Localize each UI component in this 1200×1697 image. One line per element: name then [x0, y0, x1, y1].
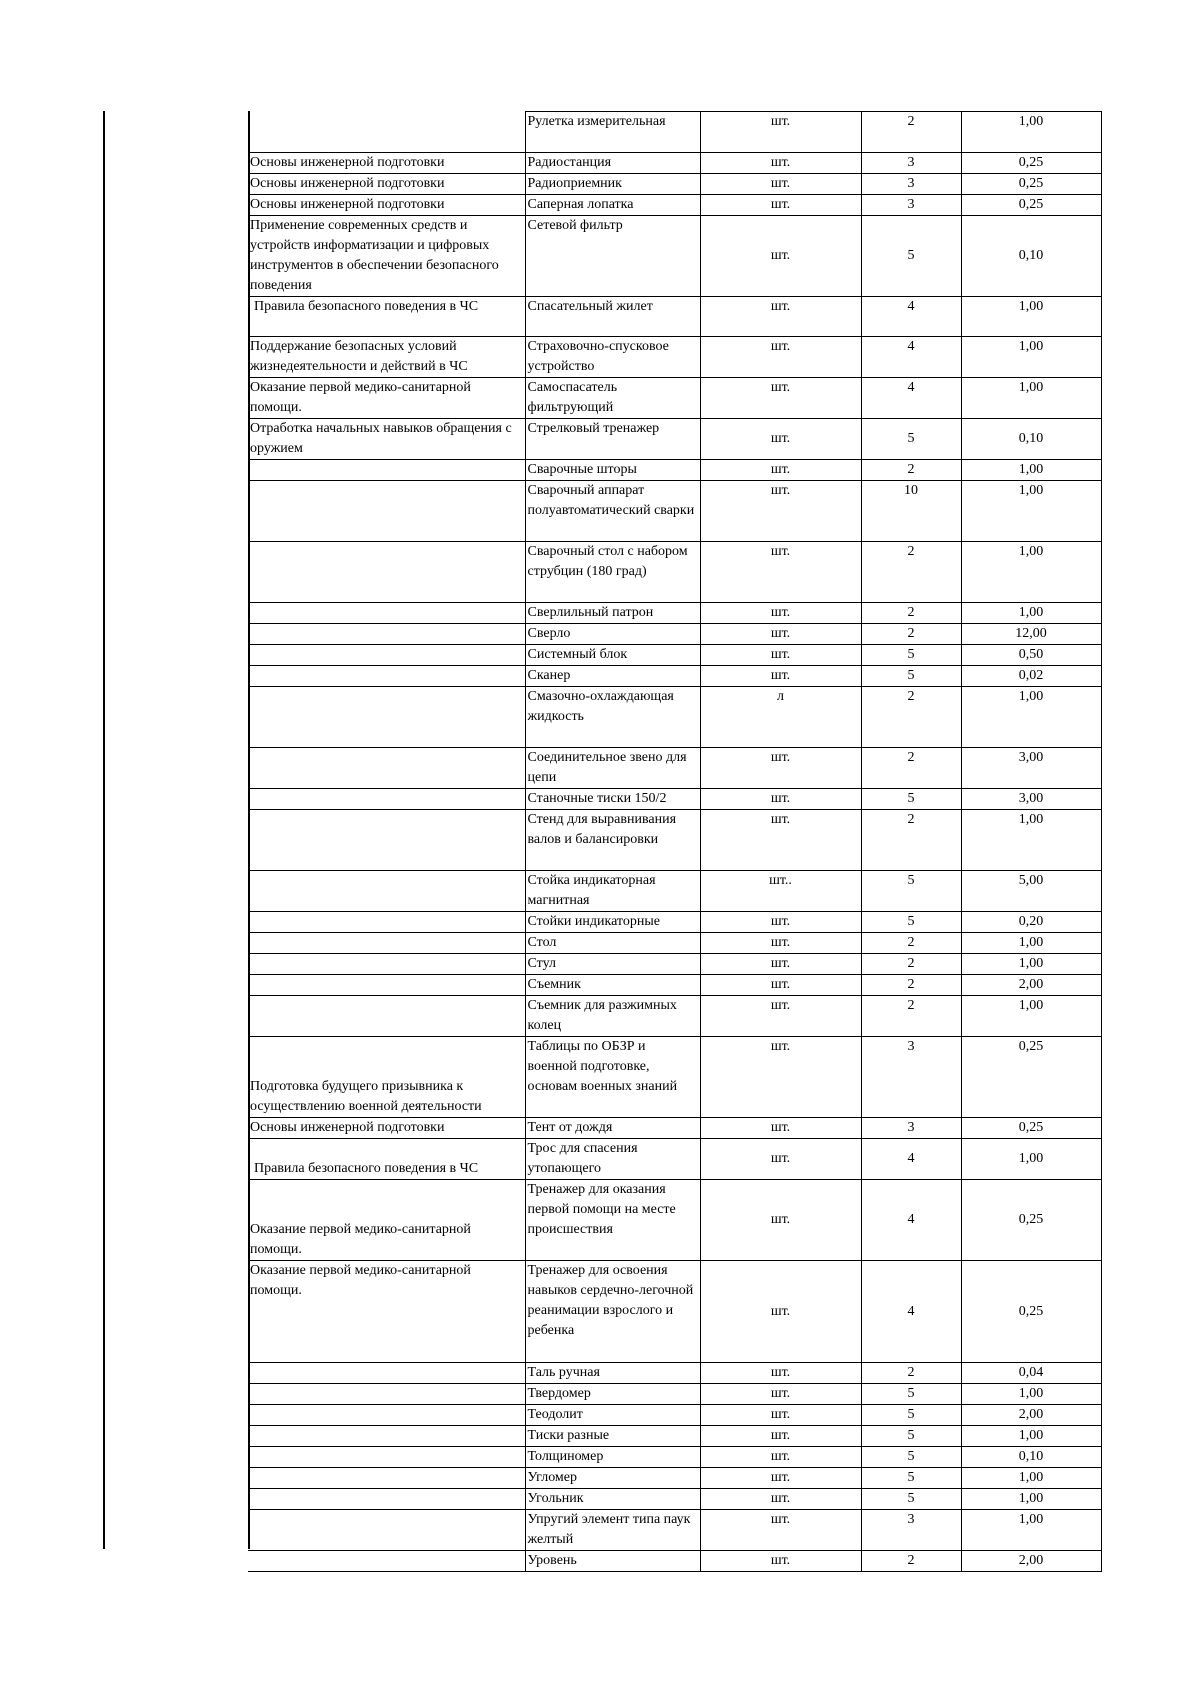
table-row [248, 174, 1101, 195]
quantity-cell: 4 [861, 1180, 961, 1261]
item-cell: Радиоприемник [525, 174, 700, 195]
topic-cell [248, 1551, 525, 1572]
table-row [248, 1405, 1101, 1426]
unit-cell: шт. [700, 297, 861, 337]
item-cell: Сварочный аппарат полуавтоматический сварки [525, 481, 700, 542]
norm-cell: 0,20 [961, 912, 1101, 933]
quantity-cell: 5 [861, 1405, 961, 1426]
left-margin-rule [103, 111, 105, 1549]
unit-cell: шт. [700, 1447, 861, 1468]
norm-cell: 0,10 [961, 1447, 1101, 1468]
norm-cell: 12,00 [961, 624, 1101, 645]
quantity-cell: 2 [861, 603, 961, 624]
table-row [248, 112, 1101, 153]
item-cell: Сверло [525, 624, 700, 645]
norm-cell: 0,25 [961, 153, 1101, 174]
table-row [248, 1510, 1101, 1551]
item-cell: Стойки индикаторные [525, 912, 700, 933]
table-row [248, 789, 1101, 810]
quantity-cell: 5 [861, 666, 961, 687]
item-cell: Стенд для выравнивания валов и балансировки [525, 810, 700, 871]
topic-cell: Правила безопасного поведения в ЧС [248, 297, 525, 337]
unit-cell: шт. [700, 975, 861, 996]
quantity-cell: 5 [861, 871, 961, 912]
norm-cell: 0,25 [961, 1037, 1101, 1118]
topic-cell [248, 912, 525, 933]
topic-cell: Поддержание безопасных условий жизнедеятельности и действий в ЧС [248, 337, 525, 378]
item-cell: Трос для спасения утопающего [525, 1139, 700, 1180]
unit-cell: шт. [700, 153, 861, 174]
table-row [248, 1363, 1101, 1384]
table-row [248, 1468, 1101, 1489]
topic-cell: Подготовка будущего призывника к осуществлению военной деятельности [248, 1037, 525, 1118]
item-cell: Таль ручная [525, 1363, 700, 1384]
quantity-cell: 5 [861, 419, 961, 460]
table-row [248, 645, 1101, 666]
norm-cell: 1,00 [961, 542, 1101, 603]
equipment-table [248, 111, 1102, 1572]
norm-cell: 2,00 [961, 1405, 1101, 1426]
unit-cell: шт. [700, 912, 861, 933]
norm-cell: 1,00 [961, 954, 1101, 975]
norm-cell: 3,00 [961, 789, 1101, 810]
table-row [248, 603, 1101, 624]
unit-cell: шт. [700, 1180, 861, 1261]
quantity-cell: 5 [861, 1426, 961, 1447]
table-row [248, 666, 1101, 687]
norm-cell: 0,04 [961, 1363, 1101, 1384]
unit-cell: шт. [700, 542, 861, 603]
topic-cell [248, 1468, 525, 1489]
unit-cell: шт. [700, 1384, 861, 1405]
norm-cell: 1,00 [961, 481, 1101, 542]
quantity-cell: 2 [861, 687, 961, 748]
item-cell: Упругий элемент типа паук желтый [525, 1510, 700, 1551]
table-row [248, 1261, 1101, 1363]
item-cell: Самоспасатель фильтрующий [525, 378, 700, 419]
quantity-cell: 3 [861, 1037, 961, 1118]
unit-cell: шт. [700, 996, 861, 1037]
topic-cell [248, 954, 525, 975]
quantity-cell: 4 [861, 297, 961, 337]
unit-cell: шт. [700, 419, 861, 460]
norm-cell: 1,00 [961, 1468, 1101, 1489]
item-cell: Сверлильный патрон [525, 603, 700, 624]
quantity-cell: 5 [861, 216, 961, 297]
quantity-cell: 4 [861, 1261, 961, 1363]
topic-cell: Основы инженерной подготовки [248, 195, 525, 216]
norm-cell: 2,00 [961, 1551, 1101, 1572]
unit-cell: шт. [700, 174, 861, 195]
topic-cell [248, 645, 525, 666]
topic-cell [248, 603, 525, 624]
quantity-cell: 5 [861, 645, 961, 666]
topic-cell [248, 1510, 525, 1551]
item-cell: Смазочно-охлаждающая жидкость [525, 687, 700, 748]
table-row [248, 337, 1101, 378]
item-cell: Спасательный жилет [525, 297, 700, 337]
quantity-cell: 4 [861, 378, 961, 419]
topic-cell: Оказание первой медико-санитарной помощи. [248, 1180, 525, 1261]
quantity-cell: 3 [861, 195, 961, 216]
topic-cell: Отработка начальных навыков обращения с оружием [248, 419, 525, 460]
quantity-cell: 5 [861, 1384, 961, 1405]
norm-cell: 1,00 [961, 687, 1101, 748]
table-row [248, 624, 1101, 645]
item-cell: Станочные тиски 150/2 [525, 789, 700, 810]
quantity-cell: 2 [861, 112, 961, 153]
topic-cell [248, 460, 525, 481]
topic-cell [248, 810, 525, 871]
table-row [248, 996, 1101, 1037]
table-row [248, 1551, 1101, 1572]
table-row [248, 1118, 1101, 1139]
item-cell: Тренажер для освоения навыков сердечно-легочной реанимации взрослого и ребенка [525, 1261, 700, 1363]
unit-cell: шт. [700, 1426, 861, 1447]
unit-cell: шт. [700, 481, 861, 542]
norm-cell: 0,10 [961, 419, 1101, 460]
item-cell: Соединительное звено для цепи [525, 748, 700, 789]
norm-cell: 0,25 [961, 174, 1101, 195]
table-row [248, 1384, 1101, 1405]
table-row [248, 216, 1101, 297]
unit-cell: шт. [700, 1037, 861, 1118]
norm-cell: 1,00 [961, 1139, 1101, 1180]
norm-cell: 1,00 [961, 933, 1101, 954]
norm-cell: 0,25 [961, 1118, 1101, 1139]
unit-cell: шт. [700, 337, 861, 378]
quantity-cell: 5 [861, 1489, 961, 1510]
table-row [248, 195, 1101, 216]
topic-cell [248, 666, 525, 687]
quantity-cell: 5 [861, 912, 961, 933]
quantity-cell: 5 [861, 1447, 961, 1468]
topic-cell [248, 1489, 525, 1510]
table-row [248, 933, 1101, 954]
item-cell: Сетевой фильтр [525, 216, 700, 297]
topic-cell: Оказание первой медико-санитарной помощи. [248, 378, 525, 419]
quantity-cell: 5 [861, 789, 961, 810]
table-row [248, 687, 1101, 748]
table-row [248, 481, 1101, 542]
unit-cell: шт. [700, 954, 861, 975]
topic-cell: Оказание первой медико-санитарной помощи. [248, 1261, 525, 1363]
topic-cell [248, 975, 525, 996]
unit-cell: шт.. [700, 871, 861, 912]
norm-cell: 5,00 [961, 871, 1101, 912]
norm-cell: 1,00 [961, 603, 1101, 624]
norm-cell: 1,00 [961, 996, 1101, 1037]
unit-cell: шт. [700, 1405, 861, 1426]
item-cell: Толщиномер [525, 1447, 700, 1468]
topic-cell [248, 789, 525, 810]
item-cell: Твердомер [525, 1384, 700, 1405]
item-cell: Сканер [525, 666, 700, 687]
unit-cell: шт. [700, 1489, 861, 1510]
topic-cell [248, 1405, 525, 1426]
topic-cell [248, 933, 525, 954]
topic-cell: Правила безопасного поведения в ЧС [248, 1139, 525, 1180]
item-cell: Страховочно-спусковое устройство [525, 337, 700, 378]
unit-cell: шт. [700, 1118, 861, 1139]
topic-cell: Основы инженерной подготовки [248, 174, 525, 195]
item-cell: Тренажер для оказания первой помощи на месте происшествия [525, 1180, 700, 1261]
norm-cell: 3,00 [961, 748, 1101, 789]
quantity-cell: 3 [861, 1510, 961, 1551]
table-row [248, 378, 1101, 419]
item-cell: Сварочные шторы [525, 460, 700, 481]
item-cell: Системный блок [525, 645, 700, 666]
norm-cell: 1,00 [961, 810, 1101, 871]
quantity-cell: 2 [861, 1363, 961, 1384]
unit-cell: шт. [700, 810, 861, 871]
item-cell: Теодолит [525, 1405, 700, 1426]
norm-cell: 2,00 [961, 975, 1101, 996]
topic-cell [248, 748, 525, 789]
quantity-cell: 2 [861, 748, 961, 789]
norm-cell: 1,00 [961, 297, 1101, 337]
unit-cell: шт. [700, 1261, 861, 1363]
table-row [248, 748, 1101, 789]
table-row [248, 912, 1101, 933]
quantity-cell: 4 [861, 1139, 961, 1180]
item-cell: Стол [525, 933, 700, 954]
norm-cell: 1,00 [961, 1426, 1101, 1447]
quantity-cell: 2 [861, 996, 961, 1037]
table-row [248, 871, 1101, 912]
unit-cell: шт. [700, 624, 861, 645]
unit-cell: шт. [700, 1551, 861, 1572]
item-cell: Стул [525, 954, 700, 975]
table-row [248, 419, 1101, 460]
norm-cell: 1,00 [961, 1489, 1101, 1510]
unit-cell: шт. [700, 112, 861, 153]
quantity-cell: 3 [861, 174, 961, 195]
unit-cell: шт. [700, 933, 861, 954]
table-row [248, 1447, 1101, 1468]
unit-cell: шт. [700, 603, 861, 624]
topic-cell [248, 1363, 525, 1384]
item-cell: Саперная лопатка [525, 195, 700, 216]
item-cell: Тиски разные [525, 1426, 700, 1447]
topic-cell [248, 1384, 525, 1405]
table-row [248, 810, 1101, 871]
topic-cell [248, 481, 525, 542]
quantity-cell: 2 [861, 954, 961, 975]
norm-cell: 0,02 [961, 666, 1101, 687]
unit-cell: шт. [700, 1363, 861, 1384]
topic-cell [248, 112, 525, 153]
topic-cell [248, 687, 525, 748]
unit-cell: шт. [700, 216, 861, 297]
unit-cell: шт. [700, 666, 861, 687]
norm-cell: 1,00 [961, 378, 1101, 419]
table-row [248, 460, 1101, 481]
item-cell: Тент от дождя [525, 1118, 700, 1139]
norm-cell: 0,50 [961, 645, 1101, 666]
unit-cell: шт. [700, 748, 861, 789]
topic-cell [248, 624, 525, 645]
unit-cell: шт. [700, 1468, 861, 1489]
topic-cell [248, 1447, 525, 1468]
table-row [248, 975, 1101, 996]
unit-cell: шт. [700, 789, 861, 810]
topic-cell: Применение современных средств и устройств информатизации и цифровых инструментов в обеспечении безопасного поведения [248, 216, 525, 297]
table-row [248, 954, 1101, 975]
norm-cell: 1,00 [961, 1510, 1101, 1551]
unit-cell: шт. [700, 1139, 861, 1180]
norm-cell: 1,00 [961, 1384, 1101, 1405]
norm-cell: 0,25 [961, 1261, 1101, 1363]
table-row [248, 297, 1101, 337]
table-row [248, 1180, 1101, 1261]
unit-cell: л [700, 687, 861, 748]
item-cell: Угольник [525, 1489, 700, 1510]
quantity-cell: 10 [861, 481, 961, 542]
quantity-cell: 2 [861, 1551, 961, 1572]
topic-cell [248, 996, 525, 1037]
item-cell: Угломер [525, 1468, 700, 1489]
norm-cell: 0,10 [961, 216, 1101, 297]
item-cell: Радиостанция [525, 153, 700, 174]
table-row [248, 542, 1101, 603]
quantity-cell: 5 [861, 1468, 961, 1489]
item-cell: Таблицы по ОБЗР и военной подготовке, основам военных знаний [525, 1037, 700, 1118]
item-cell: Рулетка измерительная [525, 112, 700, 153]
unit-cell: шт. [700, 460, 861, 481]
topic-cell [248, 871, 525, 912]
norm-cell: 0,25 [961, 195, 1101, 216]
quantity-cell: 2 [861, 933, 961, 954]
item-cell: Стойка индикаторная магнитная [525, 871, 700, 912]
table-row [248, 1489, 1101, 1510]
norm-cell: 1,00 [961, 460, 1101, 481]
unit-cell: шт. [700, 645, 861, 666]
item-cell: Стрелковый тренажер [525, 419, 700, 460]
topic-cell [248, 1426, 525, 1447]
quantity-cell: 2 [861, 810, 961, 871]
unit-cell: шт. [700, 378, 861, 419]
table-row [248, 1037, 1101, 1118]
quantity-cell: 2 [861, 975, 961, 996]
norm-cell: 1,00 [961, 337, 1101, 378]
quantity-cell: 2 [861, 460, 961, 481]
quantity-cell: 3 [861, 1118, 961, 1139]
quantity-cell: 2 [861, 542, 961, 603]
table-row [248, 1139, 1101, 1180]
quantity-cell: 3 [861, 153, 961, 174]
item-cell: Съемник [525, 975, 700, 996]
item-cell: Уровень [525, 1551, 700, 1572]
topic-cell [248, 542, 525, 603]
unit-cell: шт. [700, 1510, 861, 1551]
item-cell: Съемник для разжимных колец [525, 996, 700, 1037]
item-cell: Сварочный стол с набором струбцин (180 град) [525, 542, 700, 603]
topic-cell: Основы инженерной подготовки [248, 1118, 525, 1139]
unit-cell: шт. [700, 195, 861, 216]
table-row [248, 153, 1101, 174]
norm-cell: 1,00 [961, 112, 1101, 153]
quantity-cell: 2 [861, 624, 961, 645]
norm-cell: 0,25 [961, 1180, 1101, 1261]
topic-cell: Основы инженерной подготовки [248, 153, 525, 174]
quantity-cell: 4 [861, 337, 961, 378]
table-row [248, 1426, 1101, 1447]
